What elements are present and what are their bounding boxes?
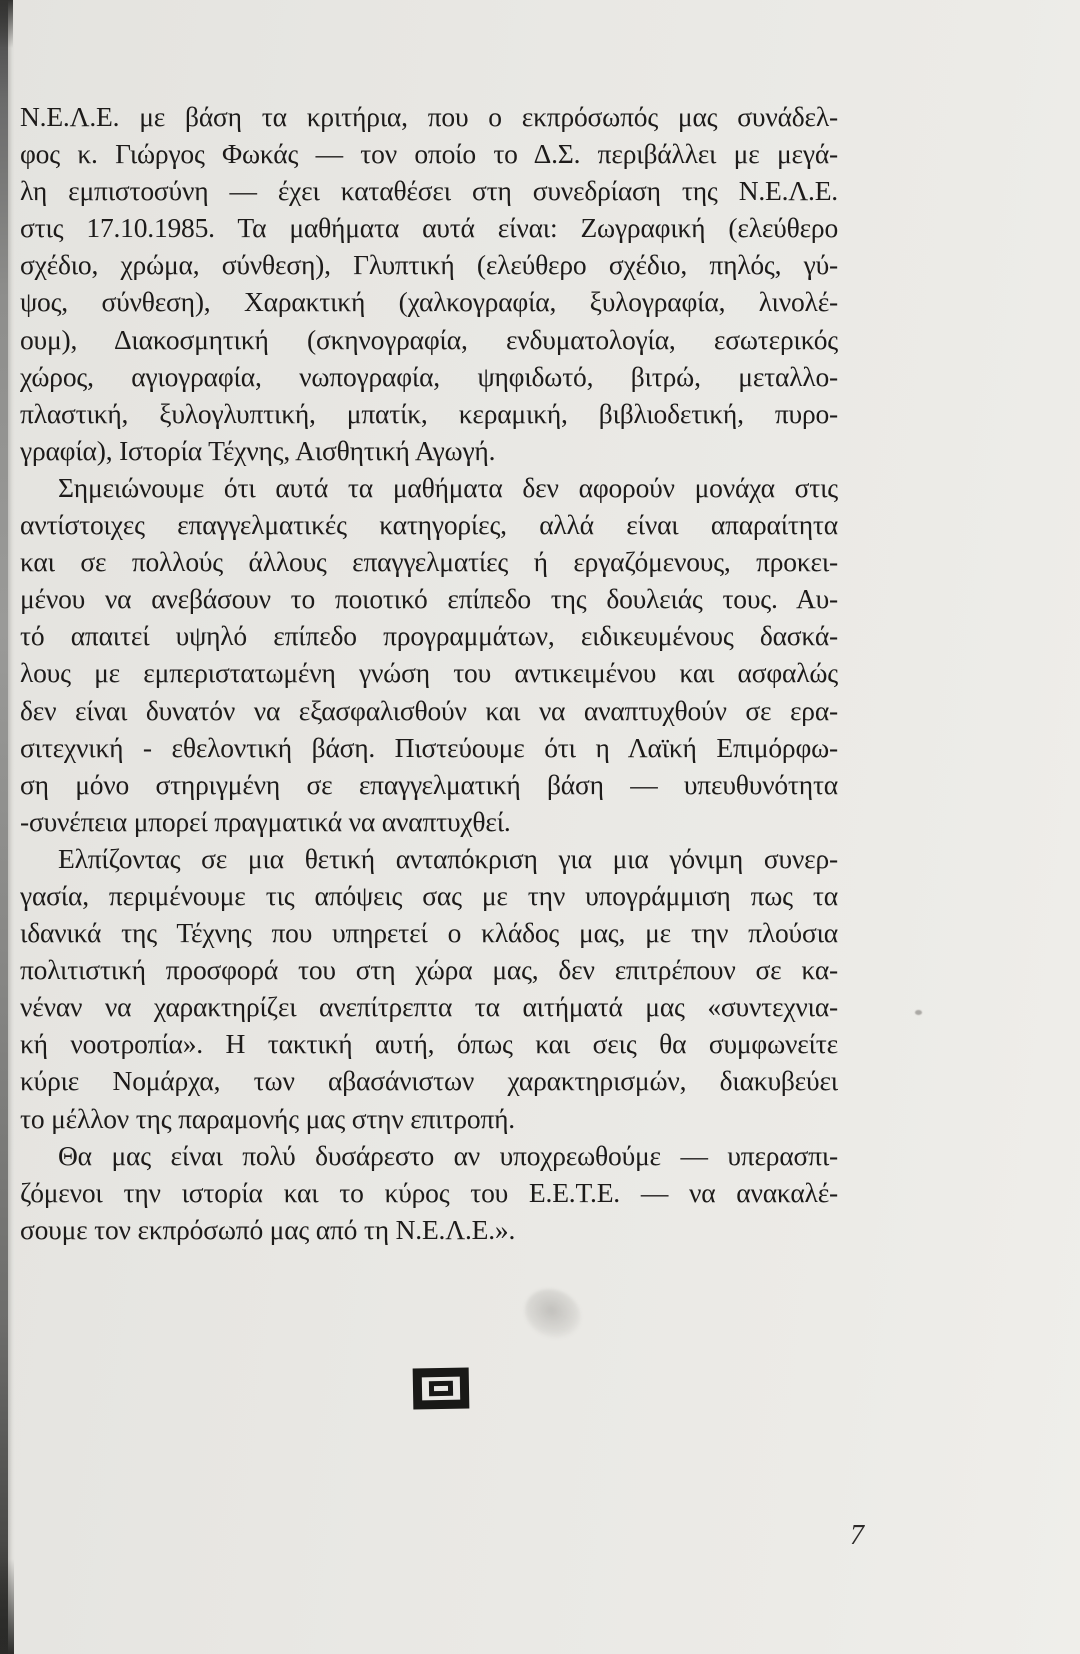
text-line: ιδανικά της Τέχνης που υπηρετεί ο κλάδος μας, με την πλούσια xyxy=(20,917,838,949)
text-line: αντίστοιχες επαγγελματικές κατηγορίες, αλλά είναι απαραίτητα xyxy=(20,509,838,541)
text-line: πολιτιστική προσφορά του στη χώρα μας, δεν επιτρέπουν σε κα- xyxy=(20,954,838,986)
text-line: γασία, περιμένουμε τις απόψεις σας με την υπογράμμιση πως τα xyxy=(20,879,838,911)
text-line: Ελπίζοντας σε μια θετική ανταπόκριση για μια γόνιμη συνερ- xyxy=(58,842,838,874)
text-line: νέναν να χαρακτηρίζει ανεπίτρεπτα τα αιτήματά μας «συντεχνια- xyxy=(20,991,838,1023)
ink-smudge xyxy=(517,1280,590,1348)
text-line: δεν είναι δυνατόν να εξασφαλισθούν και να αναπτυχθούν σε ερα- xyxy=(20,694,838,726)
text-line: σιτεχνική - εθελοντική βάση. Πιστεύουμε ότι η Λαϊκή Επιμόρφω- xyxy=(20,731,838,763)
page-number: 7 xyxy=(850,1520,864,1551)
text-line: λους με εμπεριστατωμένη γνώση του αντικειμένου και ασφαλώς xyxy=(20,657,838,689)
text-line: Θα μας είναι πολύ δυσάρεστο αν υποχρεωθούμε — υπερασπι- xyxy=(58,1139,838,1171)
text-line: γραφία), Ιστορία Τέχνης, Αισθητική Αγωγή. xyxy=(20,434,496,466)
gutter-shadow xyxy=(0,0,8,1654)
text-line: ψος, σύνθεση), Χαρακτική (χαλκογραφία, ξυλογραφία, λινολέ- xyxy=(20,286,838,318)
text-line: ση μόνο στηριγμένη σε επαγγελματική βάση — υπευθυνότητα xyxy=(20,768,838,800)
text-line: σουμε τον εκπρόσωπό μας από τη Ν.Ε.Λ.Ε.». xyxy=(20,1213,516,1245)
text-line: κή νοοτροπία». Η τακτική αυτή, όπως και σεις θα συμφωνείτε xyxy=(20,1028,838,1060)
text-line: το μέλλον της παραμονής μας στην επιτροπή. xyxy=(20,1102,515,1134)
gutter-shadow-top xyxy=(0,0,13,48)
text-line: λη εμπιστοσύνη — έχει καταθέσει στη συνεδρίαση της Ν.Ε.Λ.Ε. xyxy=(20,175,838,207)
text-line: -συνέπεια μπορεί πραγματικά να αναπτυχθεί. xyxy=(20,805,511,837)
end-of-article-ornament-inner xyxy=(429,1381,453,1396)
ink-speck xyxy=(915,1010,922,1015)
gutter-shadow-bottom xyxy=(0,1559,14,1654)
end-of-article-ornament-icon xyxy=(413,1368,470,1410)
text-line: πλαστική, ξυλογλυπτική, μπατίκ, κεραμική, βιβλιοδετική, πυρο- xyxy=(20,397,838,429)
text-line: φος κ. Γιώργος Φωκάς — τον οποίο το Δ.Σ. περιβάλλει με μεγά- xyxy=(20,138,838,170)
text-line: χώρος, αγιογραφία, νωπογραφία, ψηφιδωτό, βιτρώ, μεταλλο- xyxy=(20,360,838,392)
text-line: μένου να ανεβάσουν το ποιοτικό επίπεδο της δουλειάς τους. Αυ- xyxy=(20,583,838,615)
text-line: Ν.Ε.Λ.Ε. με βάση τα κριτήρια, που ο εκπρόσωπός μας συνάδελ- xyxy=(20,101,838,132)
text-line: κύριε Νομάρχα, των αβασάνιστων χαρακτηρισμών, διακυβεύει xyxy=(20,1065,838,1097)
body-text xyxy=(20,98,838,1248)
text-line: ουμ), Διακοσμητική (σκηνογραφία, ενδυματολογία, εσωτερικός xyxy=(20,323,838,355)
text-line: Σημειώνουμε ότι αυτά τα μαθήματα δεν αφορούν μονάχα στις xyxy=(58,471,838,503)
text-line: και σε πολλούς άλλους επαγγελματίες ή εργαζόμενους, προκει- xyxy=(20,546,838,578)
text-line: σχέδιο, χρώμα, σύνθεση), Γλυπτική (ελεύθερο σχέδιο, πηλός, γύ- xyxy=(20,249,838,281)
text-line: ζόμενοι την ιστορία και το κύρος του Ε.Ε.Τ.Ε. — να ανακαλέ- xyxy=(20,1176,838,1208)
text-line: στις 17.10.1985. Τα μαθήματα αυτά είναι: Ζωγραφική (ελεύθερο xyxy=(20,212,838,244)
text-line: τό απαιτεί υψηλό επίπεδο προγραμμάτων, ειδικευμένους δασκά- xyxy=(20,620,838,652)
